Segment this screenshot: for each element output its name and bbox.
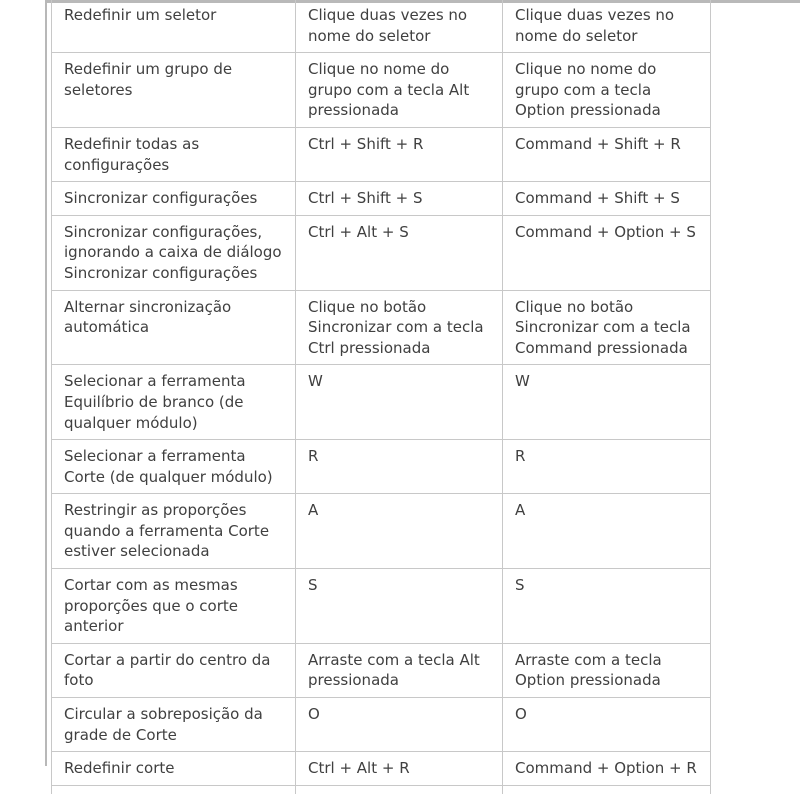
table-row [52,53,711,128]
mac-shortcut-cell: Command + Option + R [503,752,711,786]
mac-shortcut-cell: O [503,698,711,752]
action-cell: Sincronizar configurações [52,182,296,216]
table-row [52,643,711,697]
table-row [52,698,711,752]
mac-shortcut-cell: Command + Shift + S [503,182,711,216]
windows-shortcut-cell: W [296,365,503,440]
table-row [52,182,711,216]
windows-shortcut-cell: Clique no nome do grupo com a tecla Alt pressionada [296,53,503,128]
windows-shortcut-cell: A [296,494,503,569]
table-row [52,752,711,786]
windows-shortcut-cell: Ctrl + Alt + S [296,215,503,290]
mac-shortcut-cell: Clique no nome do grupo com a tecla Option pressionada [503,53,711,128]
table-row [52,440,711,494]
mac-shortcut-cell: A [503,494,711,569]
windows-shortcut-cell: Arraste com a tecla Alt pressionada [296,643,503,697]
action-cell: Selecionar a ferramenta Corte (de qualquer módulo) [52,440,296,494]
mac-shortcut-cell: Command + Option + S [503,215,711,290]
empty-cell [503,785,711,794]
left-divider [45,0,47,766]
empty-cell [52,785,296,794]
windows-shortcut-cell: Clique no botão Sincronizar com a tecla Ctrl pressionada [296,290,503,365]
mac-shortcut-cell: Clique duas vezes no nome do seletor [503,0,711,53]
windows-shortcut-cell: O [296,698,503,752]
action-cell: Redefinir corte [52,752,296,786]
table-row [52,127,711,181]
windows-shortcut-cell: Ctrl + Shift + S [296,182,503,216]
mac-shortcut-cell: Arraste com a tecla Option pressionada [503,643,711,697]
table-row [52,365,711,440]
table-row [52,290,711,365]
mac-shortcut-cell: W [503,365,711,440]
shortcuts-table-container [51,0,710,794]
mac-shortcut-cell: S [503,569,711,644]
mac-shortcut-cell: R [503,440,711,494]
mac-shortcut-cell: Command + Shift + R [503,127,711,181]
empty-cell [296,785,503,794]
action-cell: Circular a sobreposição da grade de Corte [52,698,296,752]
windows-shortcut-cell: S [296,569,503,644]
shortcuts-table-body [52,0,711,794]
action-cell: Redefinir todas as configurações [52,127,296,181]
action-cell: Sincronizar configurações, ignorando a caixa de diálogo Sincronizar configurações [52,215,296,290]
shortcuts-table [51,0,711,794]
table-row-partial [52,785,711,794]
action-cell: Alternar sincronização automática [52,290,296,365]
windows-shortcut-cell: Ctrl + Shift + R [296,127,503,181]
windows-shortcut-cell: Ctrl + Alt + R [296,752,503,786]
table-row [52,0,711,53]
action-cell: Redefinir um grupo de seletores [52,53,296,128]
action-cell: Restringir as proporções quando a ferramenta Corte estiver selecionada [52,494,296,569]
table-row [52,215,711,290]
table-row [52,569,711,644]
mac-shortcut-cell: Clique no botão Sincronizar com a tecla Command pressionada [503,290,711,365]
action-cell: Redefinir um seletor [52,0,296,53]
action-cell: Selecionar a ferramenta Equilíbrio de branco (de qualquer módulo) [52,365,296,440]
action-cell: Cortar com as mesmas proporções que o corte anterior [52,569,296,644]
action-cell: Cortar a partir do centro da foto [52,643,296,697]
windows-shortcut-cell: R [296,440,503,494]
table-row [52,494,711,569]
windows-shortcut-cell: Clique duas vezes no nome do seletor [296,0,503,53]
